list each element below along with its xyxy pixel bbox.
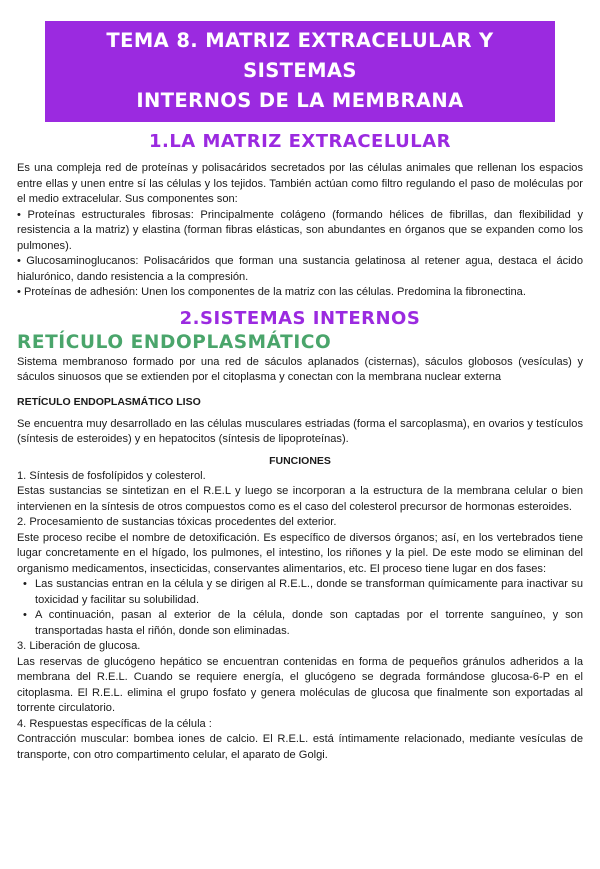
function-3-text: Las reservas de glucógeno hepático se encuentran contenidas en forma de pequeños gránulos adheridos a la membrana del R.E.L. Cuando se requiere energía, el glucógeno se degrada formándose glucosa-6-P en el citoplasma. El R.E.L. elimina el grupo fosfato y genera moléculas de glucosa que finalmente son exportadas al torrente circulatorio. [17,655,583,714]
matrix-item-adhesion-proteins: • Proteínas de adhesión: Unen los componentes de la matriz con las células. Predomina la fibronectina. [17,286,526,298]
matrix-item-fibrous-proteins: • Proteínas estructurales fibrosas: Principalmente colágeno (formando hélices de fibrillas, dan flexibilidad y resistencia a la matriz) y elastina (forman fibras elásticas, son abundantes en órganos que se expanden como los pulmones). [17,208,583,252]
er-subheading: RETÍCULO ENDOPLASMÁTICO [17,331,332,353]
matrix-item-glycosaminoglycans: • Glucosaminoglucanos: Polisacáridos que forman una sustancia gelatinosa al retener agua, destaca el ácido hialurónico, dando resistencia a la compresión. [17,255,583,283]
list-item: • A continuación, pasan al exterior de la célula, donde son captadas por el torrente sanguíneo, y son transportadas hasta el riñón, donde son eliminadas. [23,609,583,637]
functions-heading: FUNCIONES [269,454,331,467]
document-page [0,21,600,869]
function-4-title: 4. Respuestas específicas de la célula : [17,717,212,730]
section-2-heading: 2.SISTEMAS INTERNOS [179,307,421,329]
section-1-heading: 1.LA MATRIZ EXTRACELULAR [148,131,452,152]
matrix-intro-paragraph: Es una compleja red de proteínas y polisacáridos secretados por las células animales que rellenan los espacios entre ellas y unen entre sí las células y los tejidos. También actúan como filtro regulando el paso de moléculas por el medio extracelular. Sus componentes son: [17,162,583,205]
ser-heading: RETÍCULO ENDOPLASMÁTICO LISO [17,395,201,408]
function-1-title: 1. Síntesis de fosfolípidos y colesterol. [17,469,206,482]
function-2-bullet-list [17,577,583,639]
list-item: • Las sustancias entran en la célula y se dirigen al R.E.L., donde se transforman químicamente para inactivar su toxicidad y facilitar su solubilidad. [23,578,583,606]
title-line-2: INTERNOS DE LA MEMBRANA [136,89,464,112]
function-2-title: 2. Procesamiento de sustancias tóxicas procedentes del exterior. [17,516,337,528]
function-1-text: Estas sustancias se sintetizan en el R.E.L y luego se incorporan a la estructura de la membrana celular o bien intervienen en la síntesis de otros compuestos como es el caso del colesterol precursor de hormonas esteroides. [17,485,583,513]
function-4-text: Contracción muscular: bombea iones de calcio. El R.E.L. está íntimamente relacionado, mediante vesículas de transporte, con otro compartimento celular, el aparato de Golgi. [17,733,583,761]
function-2-text: Este proceso recibe el nombre de detoxificación. Es específico de diversos órganos; así, en los vertebrados tiene lugar concretamente en el hígado, los pulmones, el intestino, los riñones y la piel. De este modo se eliminan del organismo medicamentos, insecticidas, conservantes alimentarios, etc. El proceso tiene lugar en dos fases: [17,531,583,575]
ser-description: Se encuentra muy desarrollado en las células musculares estriadas (forma el sarcoplasma), en ovarios y testículos (síntesis de esteroides) y en hepatocitos (síntesis de lipoproteínas). [17,417,583,445]
title-line-1: TEMA 8. MATRIZ EXTRACELULAR Y SISTEMAS [106,29,494,82]
bullet-icon: • [23,578,27,590]
er-description: Sistema membranoso formado por una red de sáculos aplanados (cisternas), sáculos globosos (vesículas) y sáculos sinuosos que se extienden por el citoplasma y conectan con la membrana nuclear externa [17,355,583,383]
function-3-title: 3. Liberación de glucosa. [17,640,141,652]
bullet-icon: • [23,609,27,621]
title-banner [45,21,555,122]
